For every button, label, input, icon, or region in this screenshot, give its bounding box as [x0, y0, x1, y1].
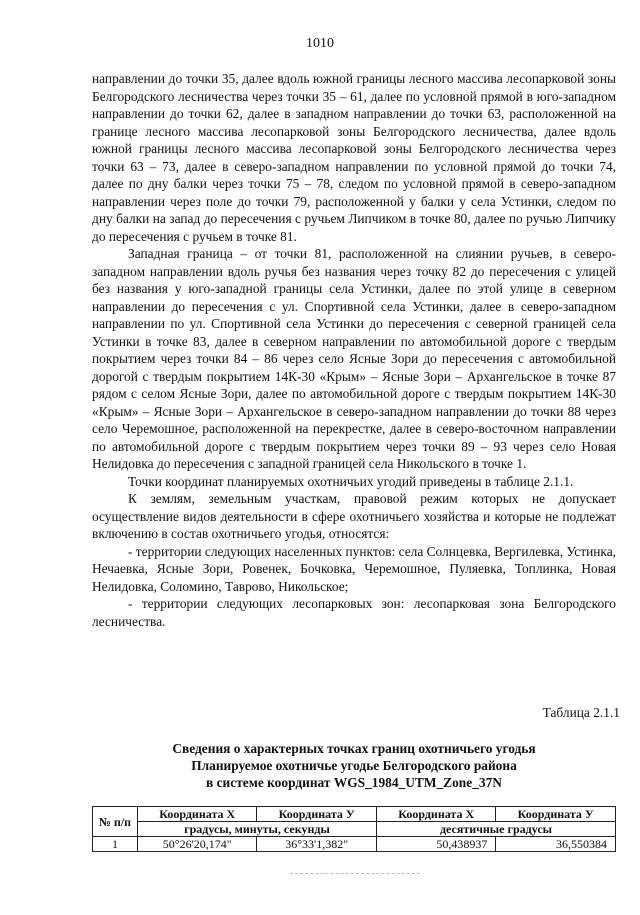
table-caption: Таблица 2.1.1 — [542, 705, 620, 720]
table-row — [93, 837, 616, 852]
cell-x-dms: 50°26'20,174" — [138, 837, 257, 852]
header-number: № п/п — [93, 807, 138, 837]
cell-x-dec: 50,438937 — [376, 837, 495, 852]
list-item-forest-park-zones: - территории следующих лесопарковых зон: лесопарковая зона Белгородского лесничества. — [92, 596, 616, 629]
header-dec-units: десятичные градусы — [376, 822, 615, 837]
table-title-line-3: в системе координат WGS_1984_UTM_Zone_37N — [206, 775, 502, 790]
header-coord-y-dms: Координата У — [257, 807, 377, 822]
table-title-line-2: Планируемое охотничье угодье Белгородского района — [191, 758, 517, 773]
coordinates-table — [92, 806, 616, 852]
document-body — [92, 70, 616, 630]
cell-y-dms: 36°33'1,382" — [257, 837, 377, 852]
header-coord-x-dec: Координата Х — [376, 807, 495, 822]
paragraph-north-east-boundary: направлении до точки 35, далее вдоль южной границы лесного массива лесопарковой зоны Белгородского лесничества через точки 35 – 61, далее по условной прямой в юго-западном направлении до точки 62, далее в западном направлении до точки 63, расположенной на границе лесного массива лесопарковой зоны Белгородского лесничества, далее вдоль южной границы лесного массива лесопарковой зоны Белгородского лесничества через точки 63 – 73, далее в северо-западном направлении по условной прямой до точки 74, далее по дну балки через точки 75 – 78, следом по условной прямой в северо-западном направлении через поле до точки 79, расположенной у балки у села Устинки, следом по дну балки на запад до пересечения с ручьем Липчиком в точке 80, далее по ручью Липчику до пересечения с ручьем в точке 81. — [92, 71, 616, 244]
paragraph-excluded-lands: К землям, земельным участкам, правовой режим которых не допускает осуществление видов деятельности в сфере охотничьего хозяйства и которые не подлежат включению в состав охотничьего угодья, относятся: — [92, 491, 616, 541]
header-coord-y-dec: Координата У — [496, 807, 616, 822]
paragraph-table-reference: Точки координат планируемых охотничьих угодий приведены в таблице 2.1.1. — [128, 473, 574, 489]
header-dms-units: градусы, минуты, секунды — [138, 822, 377, 837]
table-title — [92, 740, 616, 791]
cell-number: 1 — [93, 837, 138, 852]
page-number: 1010 — [306, 36, 334, 51]
table-title-line-1: Сведения о характерных точках границ охотничьего угодья — [172, 741, 536, 756]
bottom-divider — [290, 873, 420, 874]
paragraph-western-boundary: Западная граница – от точки 81, расположенной на слиянии ручьев, в северо-западном направлении вдоль ручья без названия через точку 82 до пересечения с улицей без названия у юго-западной границы села Устинки, далее по этой улице в северном направлении до пересечения с ул. Спортивной села Устинки, далее в северо-западном направлении по ул. Спортивной села Устинки до пересечения с северной границей села Устинки в точке 83, далее в северном направлении по автомобильной дороге с твердым покрытием через точки 84 – 86 через село Ясные Зори до пересечения с автомобильной дорогой с твердым покрытием 14К-30 «Крым» – Ясные Зори – Архангельское в точке 87 рядом с селом Ясные Зори, далее по автомобильной дороге с твердым покрытием 14К-30 «Крым» – Ясные Зори – Архангельское в северо-западном направлении до точки 88 через село Черемошное, расположенной на перекрестке, далее в северо-восточном направлении по автомобильной дороге с твердым покрытием через точки 89 – 93 через село Новая Нелидовка до пересечения с западной границей села Никольского в точке 1. — [92, 246, 616, 471]
cell-y-dec: 36,550384 — [496, 837, 616, 852]
header-coord-x-dms: Координата Х — [138, 807, 257, 822]
list-item-settlements: - территории следующих населенных пунктов: села Солнцевка, Вергилевка, Устинка, Нечаевка, Ясные Зори, Ровенек, Бочковка, Черемошное, Пуляевка, Топлинка, Новая Нелидовка, Соломино, Таврово, Никольское; — [92, 543, 617, 594]
